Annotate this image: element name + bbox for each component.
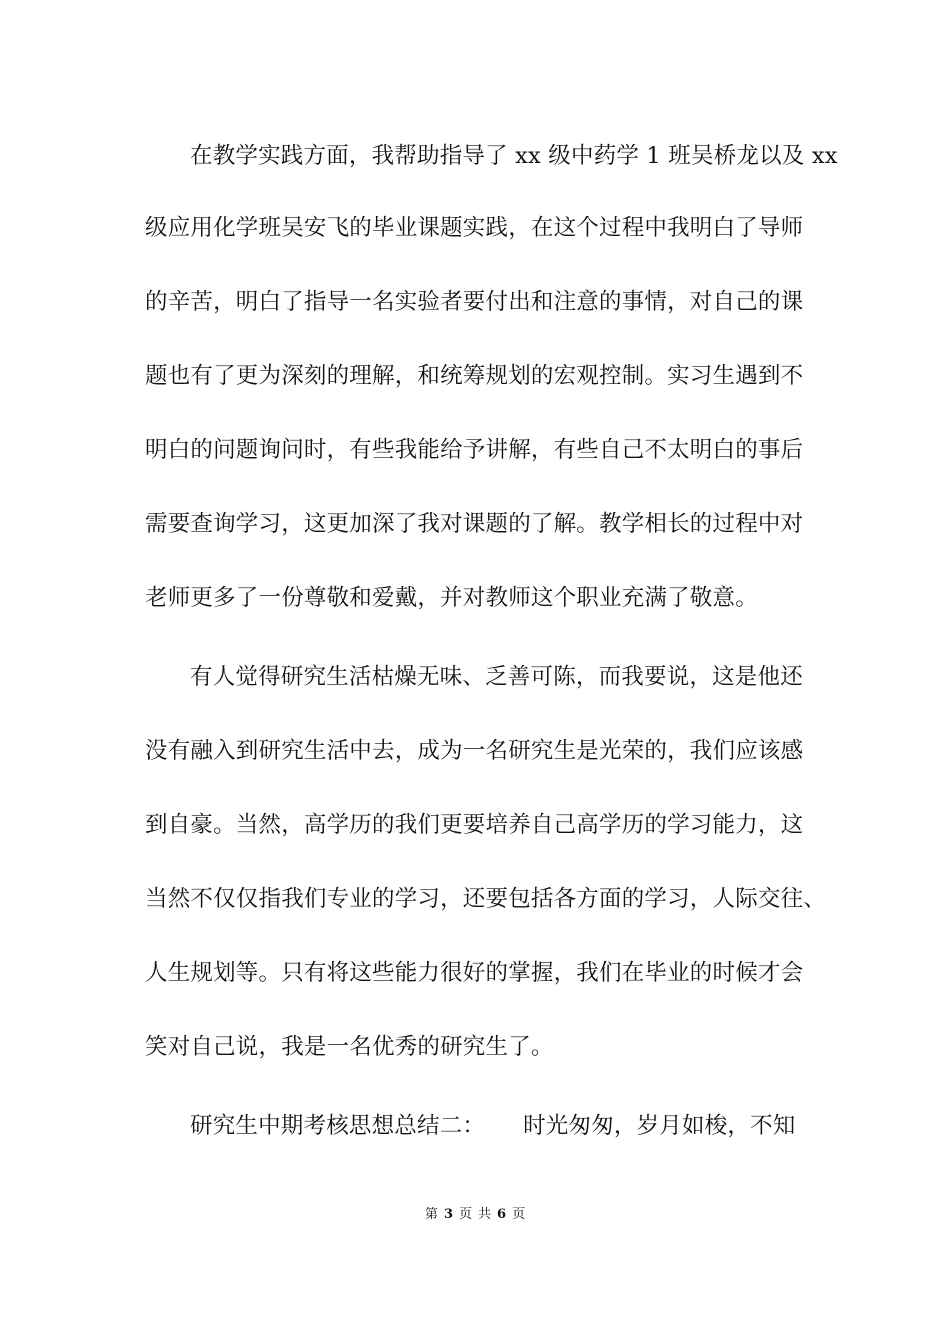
paragraph-1-line-1: 在教学实践方面，我帮助指导了 xx 级中药学 1 班吴桥龙以及 xx [190, 143, 838, 169]
paragraph-2-line-2: 没有融入到研究生活中去，成为一名研究生是光荣的，我们应该感 [145, 738, 804, 764]
paragraph-1-line-3: 的辛苦，明白了指导一名实验者要付出和注意的事情，对自己的课 [145, 289, 804, 315]
paragraph-2-line-6: 笑对自己说，我是一名优秀的研究生了。 [145, 1034, 554, 1060]
paragraph-3-line-1 [190, 1111, 796, 1141]
footer-page-word: 页 [458, 1207, 472, 1222]
paragraph-2-line-5: 人生规划等。只有将这些能力很好的掌握，我们在毕业的时候才会 [145, 960, 804, 986]
paragraph-1-line-6: 需要查询学习，这更加深了我对课题的了解。教学相长的过程中对 [145, 511, 804, 537]
footer-total-word: 共 [478, 1207, 492, 1222]
total-page-number: 6 [497, 1207, 507, 1222]
paragraph-2-line-3: 到自豪。当然，高学历的我们更要培养自己高学历的学习能力，这 [145, 812, 804, 838]
paragraph-1-line-2: 级应用化学班吴安飞的毕业课题实践，在这个过程中我明白了导师 [145, 215, 804, 241]
section-heading: 研究生中期考核思想总结二： [190, 1113, 486, 1139]
page-footer [0, 1206, 950, 1224]
section-text: 时光匆匆，岁月如梭，不知 [523, 1113, 796, 1139]
current-page-number: 3 [443, 1207, 453, 1222]
paragraph-1-line-5: 明白的问题询问时，有些我能给予讲解，有些自己不太明白的事后 [145, 437, 804, 463]
paragraph-1-line-7: 老师更多了一份尊敬和爱戴，并对教师这个职业充满了敬意。 [145, 585, 758, 611]
footer-prefix: 第 [424, 1207, 438, 1222]
paragraph-2-line-4: 当然不仅仅指我们专业的学习，还要包括各方面的学习，人际交往、 [145, 886, 827, 912]
paragraph-1-line-4: 题也有了更为深刻的理解，和统筹规划的宏观控制。实习生遇到不 [145, 363, 804, 389]
paragraph-2-line-1: 有人觉得研究生活枯燥无味、乏善可陈，而我要说，这是他还 [190, 664, 803, 690]
footer-suffix: 页 [512, 1207, 526, 1222]
